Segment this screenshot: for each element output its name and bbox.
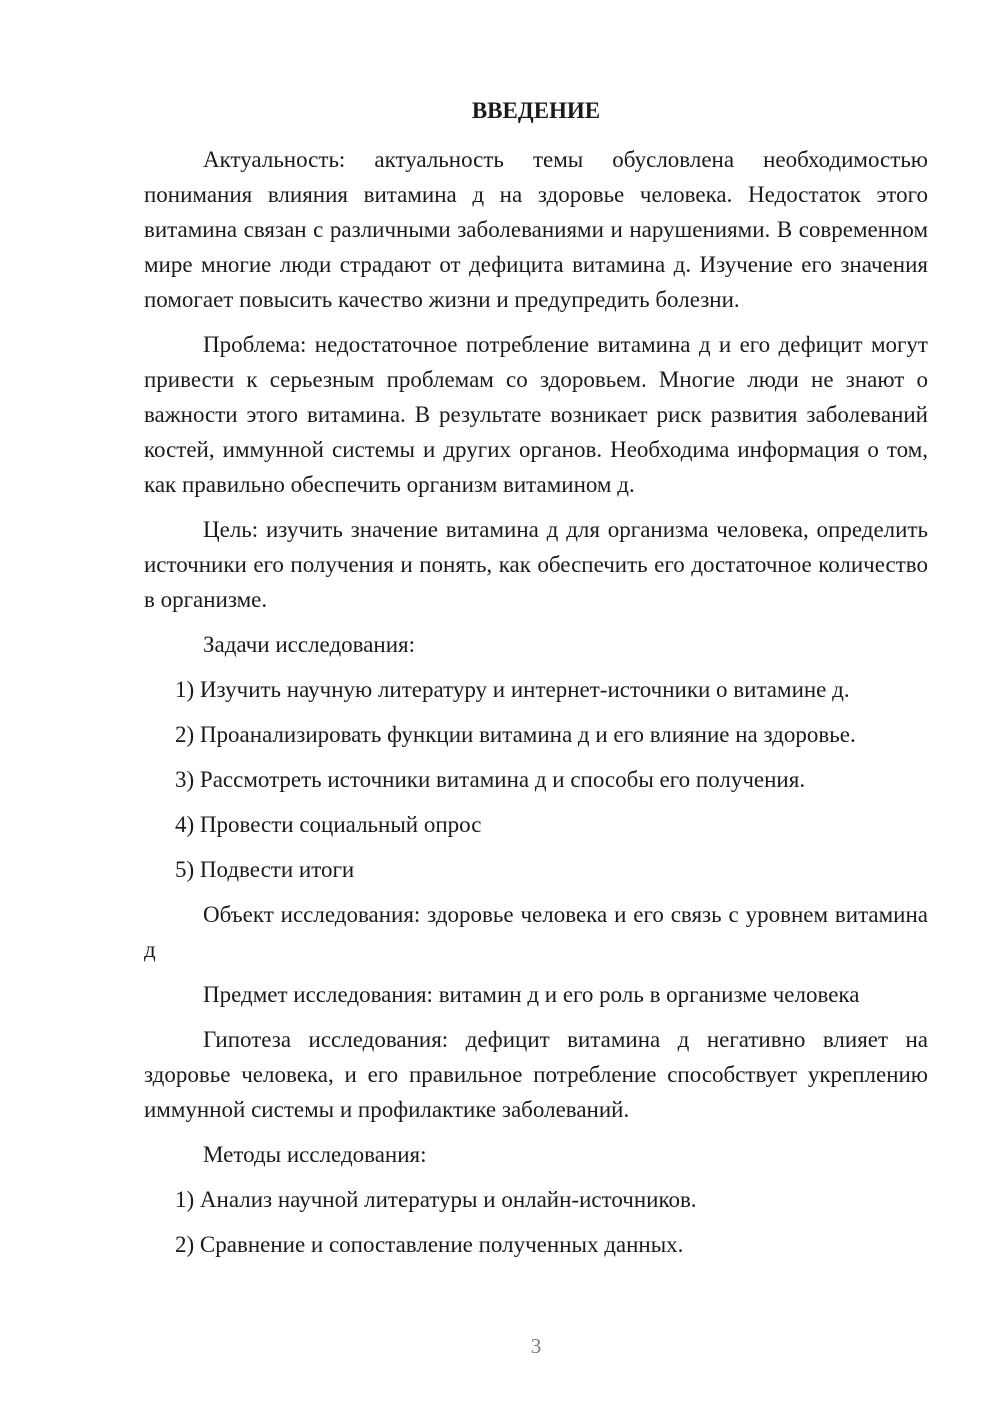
methods-title: Методы исследования: bbox=[203, 1142, 427, 1167]
section-heading: ВВЕДЕНИЕ bbox=[471, 98, 601, 123]
subject-paragraph: Предмет исследования: витамин д и его роль в организме человека bbox=[203, 982, 860, 1007]
problem-paragraph: Проблема: недостаточное потребление витамина д и его дефицит могут привести к серьезным проблемам со здоровьем. Многие люди не знают о важности этого витамина. В результате возникает риск развития заболеваний костей, иммунной системы и других органов. Необходима информация о том, как правильно обеспечить организм витамином д. bbox=[144, 332, 928, 497]
tasks-title: Задачи исследования: bbox=[203, 632, 416, 657]
methods-list bbox=[144, 1182, 928, 1262]
hypothesis-paragraph: Гипотеза исследования: дефицит витамина д негативно влияет на здоровье человека, и его правильное потребление способствует укреплению иммунной системы и профилактике заболеваний. bbox=[144, 1027, 928, 1122]
list-item: 2) Проанализировать функции витамина д и его влияние на здоровье. bbox=[175, 722, 856, 747]
page-number: 3 bbox=[530, 1334, 542, 1358]
list-item: 4) Провести социальный опрос bbox=[175, 812, 482, 837]
list-item: 2) Сравнение и сопоставление полученных данных. bbox=[175, 1232, 684, 1257]
list-item: 3) Рассмотреть источники витамина д и способы его получения. bbox=[175, 767, 806, 792]
relevance-paragraph: Актуальность: актуальность темы обусловлена необходимостью понимания влияния витамина д на здоровье человека. Недостаток этого витамина связан с различными заболеваниями и нарушениями. В современном мире многие люди страдают от дефицита витамина д. Изучение его значения помогает повысить качество жизни и предупредить болезни. bbox=[144, 147, 928, 312]
list-item: 1) Изучить научную литературу и интернет-источники о витамине д. bbox=[175, 677, 850, 702]
list-item: 5) Подвести итоги bbox=[175, 857, 355, 882]
goal-paragraph: Цель: изучить значение витамина д для организма человека, определить источники его получения и понять, как обеспечить его достаточное количество в организме. bbox=[144, 517, 928, 612]
object-paragraph: Объект исследования: здоровье человека и его связь с уровнем витамина д bbox=[144, 902, 928, 962]
tasks-list bbox=[144, 672, 928, 887]
document-page bbox=[144, 96, 928, 1272]
list-item: 1) Анализ научной литературы и онлайн-источников. bbox=[175, 1187, 697, 1212]
